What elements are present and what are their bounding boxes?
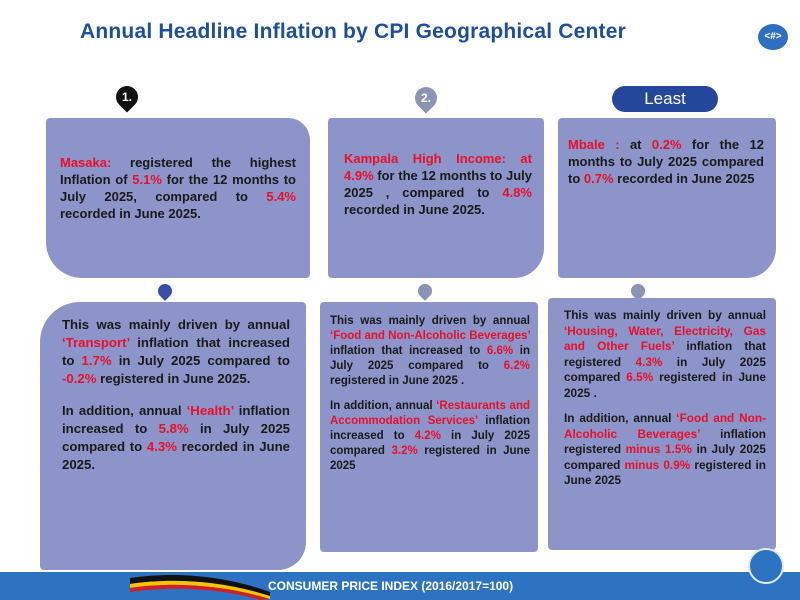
- kampala-june-value: 4.8%: [502, 185, 532, 200]
- masaka-additional-item: ‘Health’: [186, 403, 234, 418]
- mbale-july-value: 0.2%: [651, 137, 682, 152]
- least-badge: Least: [612, 86, 718, 112]
- kampala-additional-item: ‘Restaurants and Accommodation Services’: [330, 400, 530, 427]
- masaka-drivers-card: This was mainly driven by annual ‘Transport’ inflation that increased to 1.7% in July 2025 compared to -0.2% registered in June 2025. In addition, annual ‘Health’ inflation increased to 5.8% in July 2025 compared to 4.3% recorded in June 2025.: [40, 302, 306, 570]
- mbale-additional-item: ‘Food and Non-Alcoholic Beverages’: [564, 411, 766, 441]
- masaka-june-value: 5.4%: [266, 189, 296, 204]
- page-number-badge: <#>: [758, 24, 788, 50]
- ubos-seal-icon: [748, 548, 784, 584]
- mbale-june-value: 0.7%: [583, 171, 614, 186]
- masaka-driver-item: ‘Transport’: [62, 335, 130, 350]
- kampala-summary-card: Kampala High Income: at 4.9% for the 12 months to July 2025 , compared to 4.8% recorded in June 2025.: [328, 118, 544, 278]
- page-title: Annual Headline Inflation by CPI Geographical Center: [80, 20, 626, 43]
- masaka-summary-card: Masaka: registered the highest Inflation of 5.1% for the 12 months to July 2025, compared to 5.4% recorded in June 2025.: [46, 118, 310, 278]
- mbale-name: Mbale :: [568, 137, 630, 152]
- kampala-drivers-card: This was mainly driven by annual ‘Food and Non-Alcoholic Beverages’ inflation that increased to 6.6% in July 2025 compared to 6.2% registered in June 2025 . In addition, annual ‘Restaurants and Accommodation Services’ inflation increased to 4.2% in July 2025 compared 3.2% registered in June 2025: [320, 302, 538, 552]
- masaka-name: Masaka:: [60, 155, 112, 170]
- mbale-driver-item: ‘Housing, Water, Electricity, Gas and Other Fuels’: [564, 323, 766, 353]
- connector-pin-icon: [155, 281, 175, 301]
- flag-ribbon-icon: [130, 572, 280, 600]
- masaka-july-value: 5.1%: [132, 172, 162, 187]
- mbale-summary-card: Mbale : at 0.2% for the 12 months to July 2025 compared to 0.7% recorded in June 2025: [558, 118, 776, 278]
- footer-text: CONSUMER PRICE INDEX (2016/2017=100): [268, 579, 514, 593]
- mbale-drivers-card: This was mainly driven by annual ‘Housing, Water, Electricity, Gas and Other Fuels’ inflation that registered 4.3% in July 2025 compared 6.5% registered in June 2025 . In addition, annual ‘Food and Non-Alcoholic Beverages’ inflation registered minus 1.5% in July 2025 compared minus 0.9% registered in June 2025: [548, 298, 776, 550]
- kampala-driver-item: ‘Food and Non-Alcoholic Beverages’: [330, 330, 531, 342]
- rank-2-label: 2.: [420, 91, 431, 105]
- rank-1-label: 1.: [121, 90, 132, 104]
- kampala-name: Kampala High Income: at 4.9%: [344, 151, 532, 183]
- connector-pin-icon: [415, 281, 435, 301]
